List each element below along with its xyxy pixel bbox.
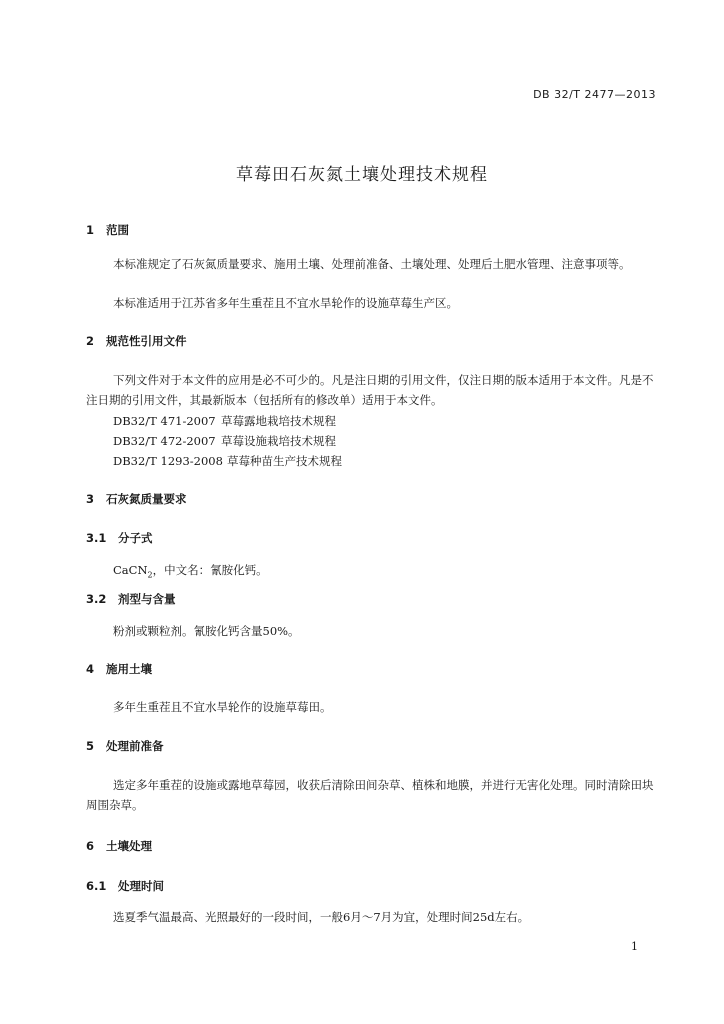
subsection-heading-6-1 (86, 878, 164, 894)
section-number: 4 (86, 662, 95, 676)
section-number: 3.1 (86, 531, 107, 545)
preparation-paragraph: 选定多年重茬的设施或露地草莓园，收获后清除田间杂草、植株和地膜，并进行无害化处理。同时清除田块周围杂草。 (86, 778, 654, 812)
reference-item (113, 433, 336, 449)
section-number: 1 (86, 223, 95, 237)
section-heading-2 (86, 333, 187, 349)
section-title: 处理前准备 (106, 739, 164, 753)
section-number: 2 (86, 334, 95, 348)
page-number: 1 (631, 940, 638, 953)
reference-name: 草莓种苗生产技术规程 (227, 454, 342, 468)
scope-paragraph-1: 本标准规定了石灰氮质量要求、施用土壤、处理前准备、土壤处理、处理后土肥水管理、注意事项等。 (113, 257, 631, 271)
section-heading-1 (86, 222, 129, 238)
section-heading-6 (86, 838, 152, 854)
dosage-form-line: 粉剂或颗粒剂。氰胺化钙含量50%。 (113, 624, 300, 638)
section-title: 处理时间 (118, 879, 164, 893)
formula-description: ，中文名：氰胺化钙。 (152, 563, 268, 577)
section-title: 范围 (106, 223, 129, 237)
reference-name: 草莓设施栽培技术规程 (221, 434, 336, 448)
section-number: 5 (86, 739, 95, 753)
treatment-time-line: 选夏季气温最高、光照最好的一段时间，一般6月～7月为宜，处理时间25d左右。 (113, 910, 530, 924)
formula-base: CaCN (113, 563, 148, 577)
reference-code: DB32/T 1293-2008 (113, 454, 223, 468)
applicable-soil-line: 多年生重茬且不宜水旱轮作的设施草莓田。 (113, 700, 332, 714)
section-title: 施用土壤 (106, 662, 152, 676)
scope-paragraph-2: 本标准适用于江苏省多年生重茬且不宜水旱轮作的设施草莓生产区。 (113, 296, 458, 310)
subsection-heading-3-2 (86, 591, 176, 607)
reference-name: 草莓露地栽培技术规程 (221, 414, 336, 428)
section-title: 规范性引用文件 (106, 334, 187, 348)
section-heading-3 (86, 491, 187, 507)
reference-code: DB32/T 472-2007 (113, 434, 216, 448)
section-heading-5 (86, 738, 164, 754)
document-title: 草莓田石灰氮土壤处理技术规程 (236, 165, 488, 185)
section-heading-4 (86, 661, 152, 677)
reference-item (113, 453, 342, 469)
references-intro-paragraph: 下列文件对于本文件的应用是必不可少的。凡是注日期的引用文件，仅注日期的版本适用于本文件。凡是不注日期的引用文件，其最新版本（包括所有的修改单）适用于本文件。 (86, 373, 654, 407)
subsection-heading-3-1 (86, 530, 153, 546)
section-number: 3 (86, 492, 95, 506)
section-title: 剂型与含量 (118, 592, 176, 606)
formula-subscript: 2 (147, 570, 153, 580)
section-number: 3.2 (86, 592, 107, 606)
standard-code: DB 32/T 2477—2013 (533, 88, 656, 101)
section-number: 6 (86, 839, 95, 853)
reference-code: DB32/T 471-2007 (113, 414, 216, 428)
section-title: 石灰氮质量要求 (106, 492, 187, 506)
section-number: 6.1 (86, 879, 107, 893)
section-title: 分子式 (118, 531, 153, 545)
reference-item (113, 413, 336, 429)
section-title: 土壤处理 (106, 839, 152, 853)
molecular-formula-line (113, 562, 268, 579)
